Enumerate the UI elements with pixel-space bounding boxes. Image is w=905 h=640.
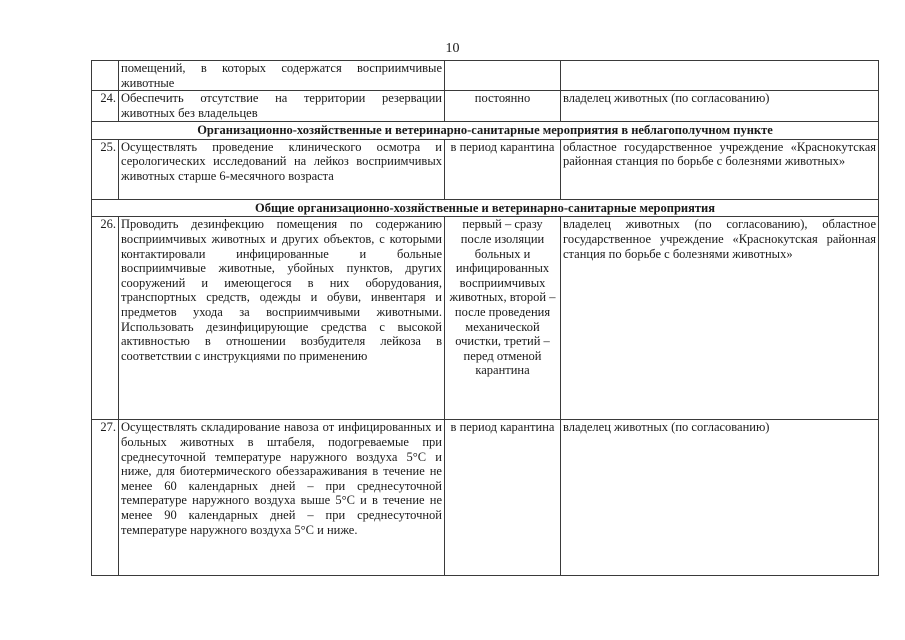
row-responsible: владелец животных (по согласованию) [561,91,879,122]
row-period: постоянно [445,91,561,122]
row-action: Осуществлять проведение клинического осмотра и серологических исследований на лейкоз восприимчивых животных старше 6-месячного возраста [119,139,445,199]
section-title: Общие организационно-хозяйственные и ветеринарно-санитарные мероприятия [92,199,879,217]
row-period: первый – сразу после изоляции больных и инфицированных восприимчивых животных, второй – после проведения механической очистки, третий – перед отменой карантина [445,217,561,420]
measures-table [91,60,879,576]
table-row [92,217,879,420]
row-period: в период карантина [445,420,561,576]
row-responsible: владелец животных (по согласованию) [561,420,879,576]
table-row [92,61,879,91]
section-header [92,122,879,140]
row-action: Обеспечить отсутствие на территории резервации животных без владельцев [119,91,445,122]
table-row [92,139,879,199]
row-period [445,61,561,91]
table-row [92,420,879,576]
row-responsible: областное государственное учреждение «Краснокутская районная станция по борьбе с болезнями животных» [561,139,879,199]
table-row [92,91,879,122]
row-number: 24. [92,91,119,122]
row-action: Осуществлять складирование навоза от инфицированных и больных животных в штабеля, подогреваемые при среднесуточной температуре наружного воздуха 5°С и ниже, для биотермического обеззараживания в течение не менее 60 календарных дней – при среднесуточной температуре наружного воздуха выше 5°С и в течение не менее 90 календарных дней – при среднесуточной температуре наружного воздуха 5°С и ниже. [119,420,445,576]
row-period: в период карантина [445,139,561,199]
page-number: 10 [445,41,460,56]
row-action: Проводить дезинфекцию помещения по содержанию восприимчивых животных и других объектов, с которыми контактировали инфицированные и больные восприимчивые животные, убойных пунктов, других сооружений и имеющегося в них оборудования, транспортных средств, одежды и обуви, инвентаря и предметов ухода за восприимчивыми животными. Использовать дезинфицирующие средства с высокой активностью в отношении возбудителя лейкоза в соответствии с инструкциями по применению [119,217,445,420]
row-action: помещений, в которых содержатся восприимчивые животные [119,61,445,91]
row-number [92,61,119,91]
section-header [92,199,879,217]
row-responsible: владелец животных (по согласованию), областное государственное учреждение «Краснокутская районная станция по борьбе с болезнями животных» [561,217,879,420]
row-number: 27. [92,420,119,576]
row-responsible [561,61,879,91]
section-title: Организационно-хозяйственные и ветеринарно-санитарные мероприятия в неблагополучном пункте [92,122,879,140]
row-number: 25. [92,139,119,199]
row-number: 26. [92,217,119,420]
